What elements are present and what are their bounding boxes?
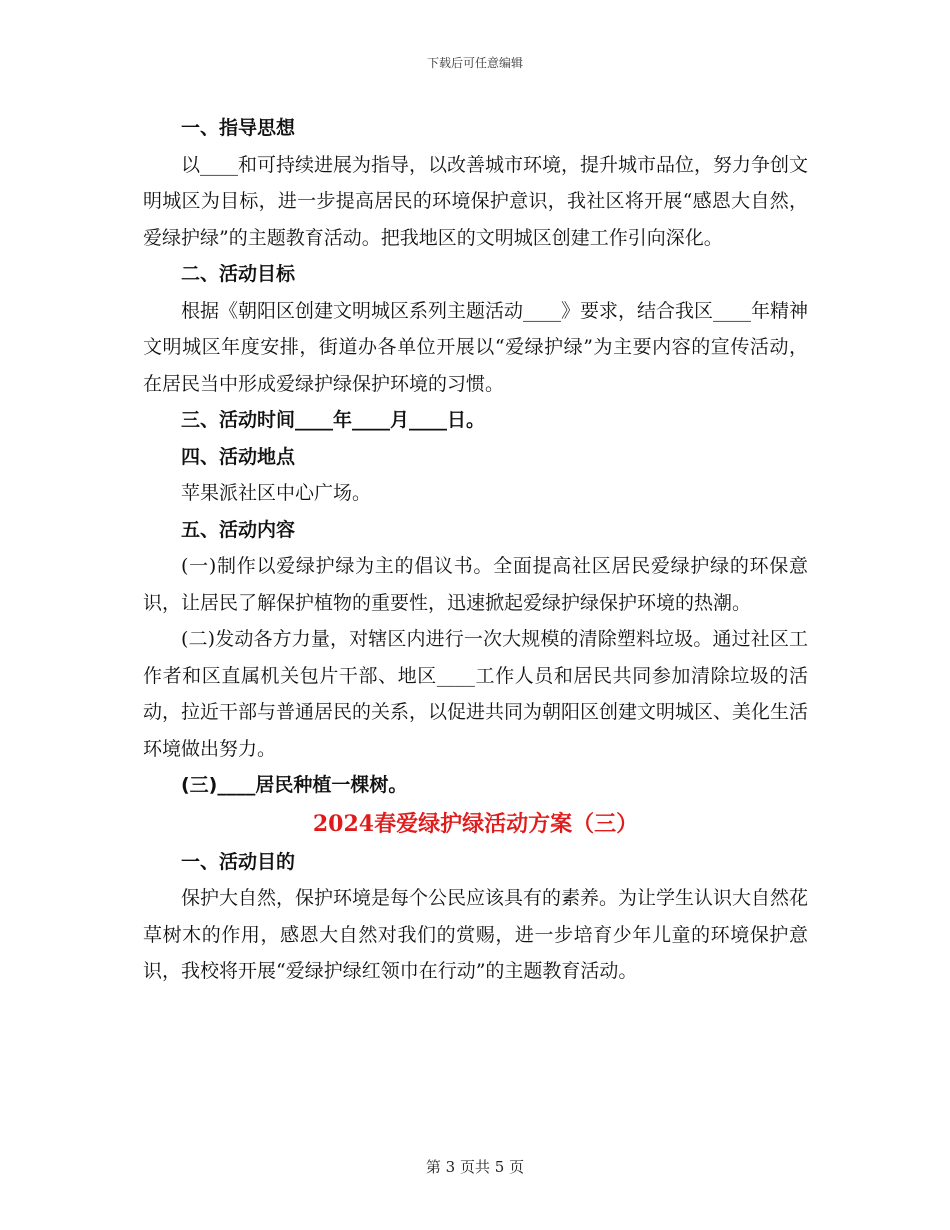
- document-body: [143, 110, 808, 990]
- heading-activity-content: 五、活动内容: [181, 518, 296, 541]
- page-header: 下载后可任意编辑: [426, 56, 523, 70]
- heading-activity-goal: 二、活动目标: [181, 263, 296, 285]
- heading-activity-purpose: 一、活动目的: [181, 850, 296, 873]
- paragraph: (二)发动各方力量，对辖区内进行一次大规模的清除塑料垃圾。通过社区工作者和区直属机关包片干部、地区____工作人员和居民共同参加清除垃圾的活动，拉近干部与普通居民的关系，以促进共同为朝阳区创建文明城区、美化生活环境做出努力。: [143, 628, 809, 760]
- page-footer: 第 3 页共 5 页: [425, 1158, 525, 1176]
- paragraph: 根据《朝阳区创建文明城区系列主题活动____》要求，结合我区____年精神文明城区年度安排，街道办各单位开展以“爱绿护绿”为主要内容的宣传活动，在居民当中形成爱绿护绿保护环境的习惯。: [143, 299, 809, 395]
- paragraph: 以____和可持续进展为指导，以改善城市环境，提升城市品位，努力争创文明城区为目标，进一步提高居民的环境保护意识，我社区将开展“感恩大自然，爱绿护绿”的主题教育活动。把我地区的文明城区创建工作引向深化。: [143, 153, 809, 249]
- paragraph: 苹果派社区中心广场。: [181, 482, 372, 504]
- paragraph: (一)制作以爱绿护绿为主的倡议书。全面提高社区居民爱绿护绿的环保意识，让居民了解保护植物的重要性，迅速掀起爱绿护绿保护环境的热潮。: [143, 555, 808, 614]
- heading-activity-location: 四、活动地点: [181, 445, 296, 468]
- paragraph: 保护大自然，保护环境是每个公民应该具有的素养。为让学生认识大自然花草树木的作用，感恩大自然对我们的赏赐，进一步培育少年儿童的环境保护意识，我校将开展“爱绿护绿红领巾在行动”的主题教育活动。: [143, 887, 809, 982]
- heading-guiding-ideology: 一、指导思想: [181, 117, 296, 139]
- document-title: 2024春爱绿护绿活动方案（三）: [312, 810, 639, 837]
- heading-activity-time: 三、活动时间____年____月____日。: [181, 409, 486, 431]
- heading-plant-tree: (三)____居民种植一棵树。: [181, 774, 408, 796]
